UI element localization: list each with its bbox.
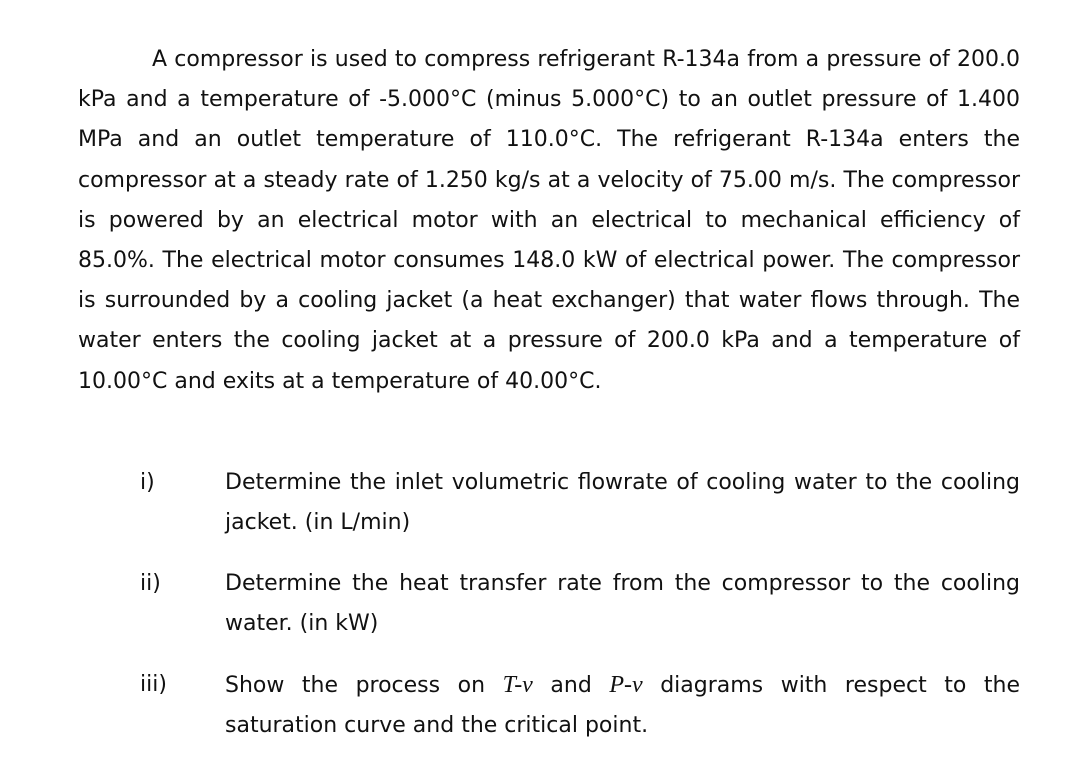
- question-text-middle: and: [532, 673, 610, 698]
- pv-diagram-label: P-v: [609, 672, 643, 698]
- question-text-before: Show the process on: [225, 673, 503, 698]
- question-number: iii): [140, 672, 167, 697]
- problem-statement: A compressor is used to compress refrigerant R-134a from a pressure of 200.0 kPa and a temperature of -5.000°C (minus 5.000°C) to an outlet pressure of 1.400 MPa and an outlet temperature of 110.0°C. The refrigerant R-134a enters the compressor at a steady rate of 1.250 kg/s at a velocity of 75.00 m/s. The compressor is powered by an electrical motor with an electrical to mechanical efficiency of 85.0%. The electrical motor consumes 148.0 kW of electrical power. The compressor is surrounded by a cooling jacket (a heat exchanger) that water flows through. The water enters the cooling jacket at a pressure of 200.0 kPa and a temperature of 10.00°C and exits at a temperature of 40.00°C.: [78, 47, 1020, 394]
- question-number: ii): [140, 571, 161, 596]
- tv-diagram-label: T-v: [502, 672, 533, 698]
- question-text: Determine the inlet volumetric flowrate of cooling water to the cooling jacket. (in L/min): [225, 470, 1020, 535]
- question-text: [225, 665, 1020, 746]
- question-number: i): [140, 470, 155, 495]
- question-text: Determine the heat transfer rate from the compressor to the cooling water. (in kW): [225, 571, 1020, 636]
- question-text-after: diagrams with respect to the saturation curve and the critical point.: [225, 673, 1020, 738]
